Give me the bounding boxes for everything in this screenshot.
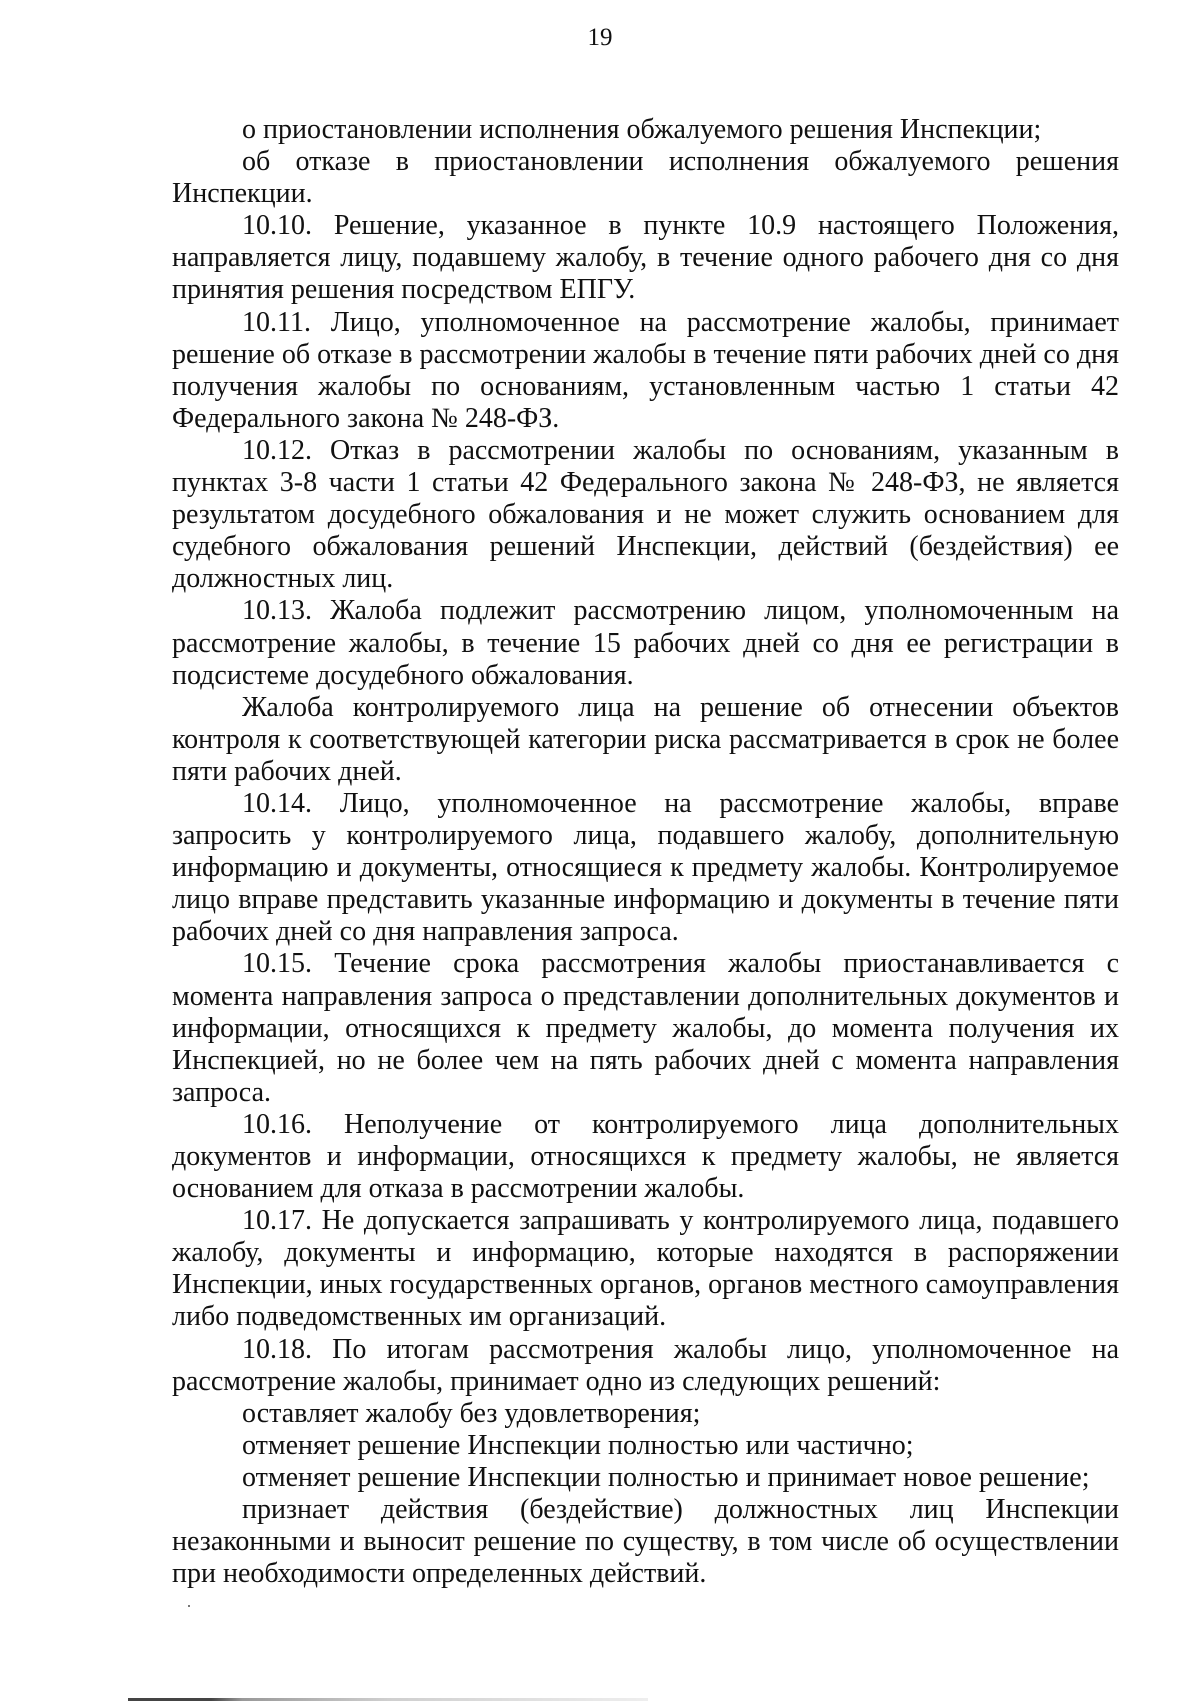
- paragraph-10-16: 10.16. Неполучение от контролируемого лица дополнительных документов и информации, относящихся к предмету жалобы, не является основанием для отказа в рассмотрении жалобы.: [172, 1108, 1119, 1205]
- decision-option-cancel-partial: отменяет решение Инспекции полностью или частично;: [242, 1429, 914, 1461]
- scan-speck: [188, 1605, 190, 1607]
- document-body: [172, 114, 1119, 1590]
- page-number: 19: [587, 24, 613, 51]
- decision-option-dismiss: оставляет жалобу без удовлетворения;: [242, 1397, 701, 1429]
- paragraph-10-13: 10.13. Жалоба подлежит рассмотрению лицом, уполномоченным на рассмотрение жалобы, в течение 15 рабочих дней со дня ее регистрации в подсистеме досудебного обжалования.: [172, 595, 1119, 691]
- paragraph-refusal-suspension: об отказе в приостановлении исполнения обжалуемого решения Инспекции.: [172, 146, 1119, 210]
- decision-option-cancel-new: отменяет решение Инспекции полностью и принимает новое решение;: [242, 1461, 1090, 1493]
- decision-option-unlawful: признает действия (бездействие) должностных лиц Инспекции незаконными и выносит решение по существу, в том числе об осуществлении при необходимости определенных действий.: [172, 1494, 1119, 1590]
- paragraph-10-15: 10.15. Течение срока рассмотрения жалобы приостанавливается с момента направления запроса о представлении дополнительных документов и информации, относящихся к предмету жалобы, до момента получения их Инспекцией, но не более чем на пять рабочих дней с момента направления запроса.: [172, 948, 1119, 1108]
- scan-bottom-edge: [128, 1698, 648, 1701]
- paragraph-10-18: 10.18. По итогам рассмотрения жалобы лицо, уполномоченное на рассмотрение жалобы, принимает одно из следующих решений:: [172, 1333, 1119, 1397]
- paragraph-10-17: 10.17. Не допускается запрашивать у контролируемого лица, подавшего жалобу, документы и информацию, которые находятся в распоряжении Инспекции, иных государственных органов, органов местного самоуправления либо подведомственных им организаций.: [172, 1205, 1119, 1333]
- paragraph-10-12: 10.12. Отказ в рассмотрении жалобы по основаниям, указанным в пунктах 3-8 части 1 статьи 42 Федерального закона № 248-ФЗ, не является результатом досудебного обжалования и не может служить основанием для судебного обжалования решений Инспекции, действий (бездействия) ее должностных лиц.: [172, 434, 1119, 595]
- paragraph-10-10: 10.10. Решение, указанное в пункте 10.9 настоящего Положения, направляется лицу, подавшему жалобу, в течение одного рабочего дня со дня принятия решения посредством ЕПГУ.: [172, 210, 1119, 306]
- paragraph-10-14: 10.14. Лицо, уполномоченное на рассмотрение жалобы, вправе запросить у контролируемого лица, подавшего жалобу, дополнительную информацию и документы, относящиеся к предмету жалобы. Контролируемое лицо вправе представить указанные информацию и документы в течение пяти рабочих дней со дня направления запроса.: [172, 787, 1119, 948]
- paragraph-10-11: 10.11. Лицо, уполномоченное на рассмотрение жалобы, принимает решение об отказе в рассмотрении жалобы в течение пяти рабочих дней со дня получения жалобы по основаниям, установленным частью 1 статьи 42 Федерального закона № 248-ФЗ.: [172, 306, 1119, 434]
- paragraph-suspension: о приостановлении исполнения обжалуемого решения Инспекции;: [242, 114, 1042, 145]
- paragraph-risk-category-complaint: Жалоба контролируемого лица на решение об отнесении объектов контроля к соответствующей категории риска рассматривается в срок не более пяти рабочих дней.: [172, 691, 1119, 787]
